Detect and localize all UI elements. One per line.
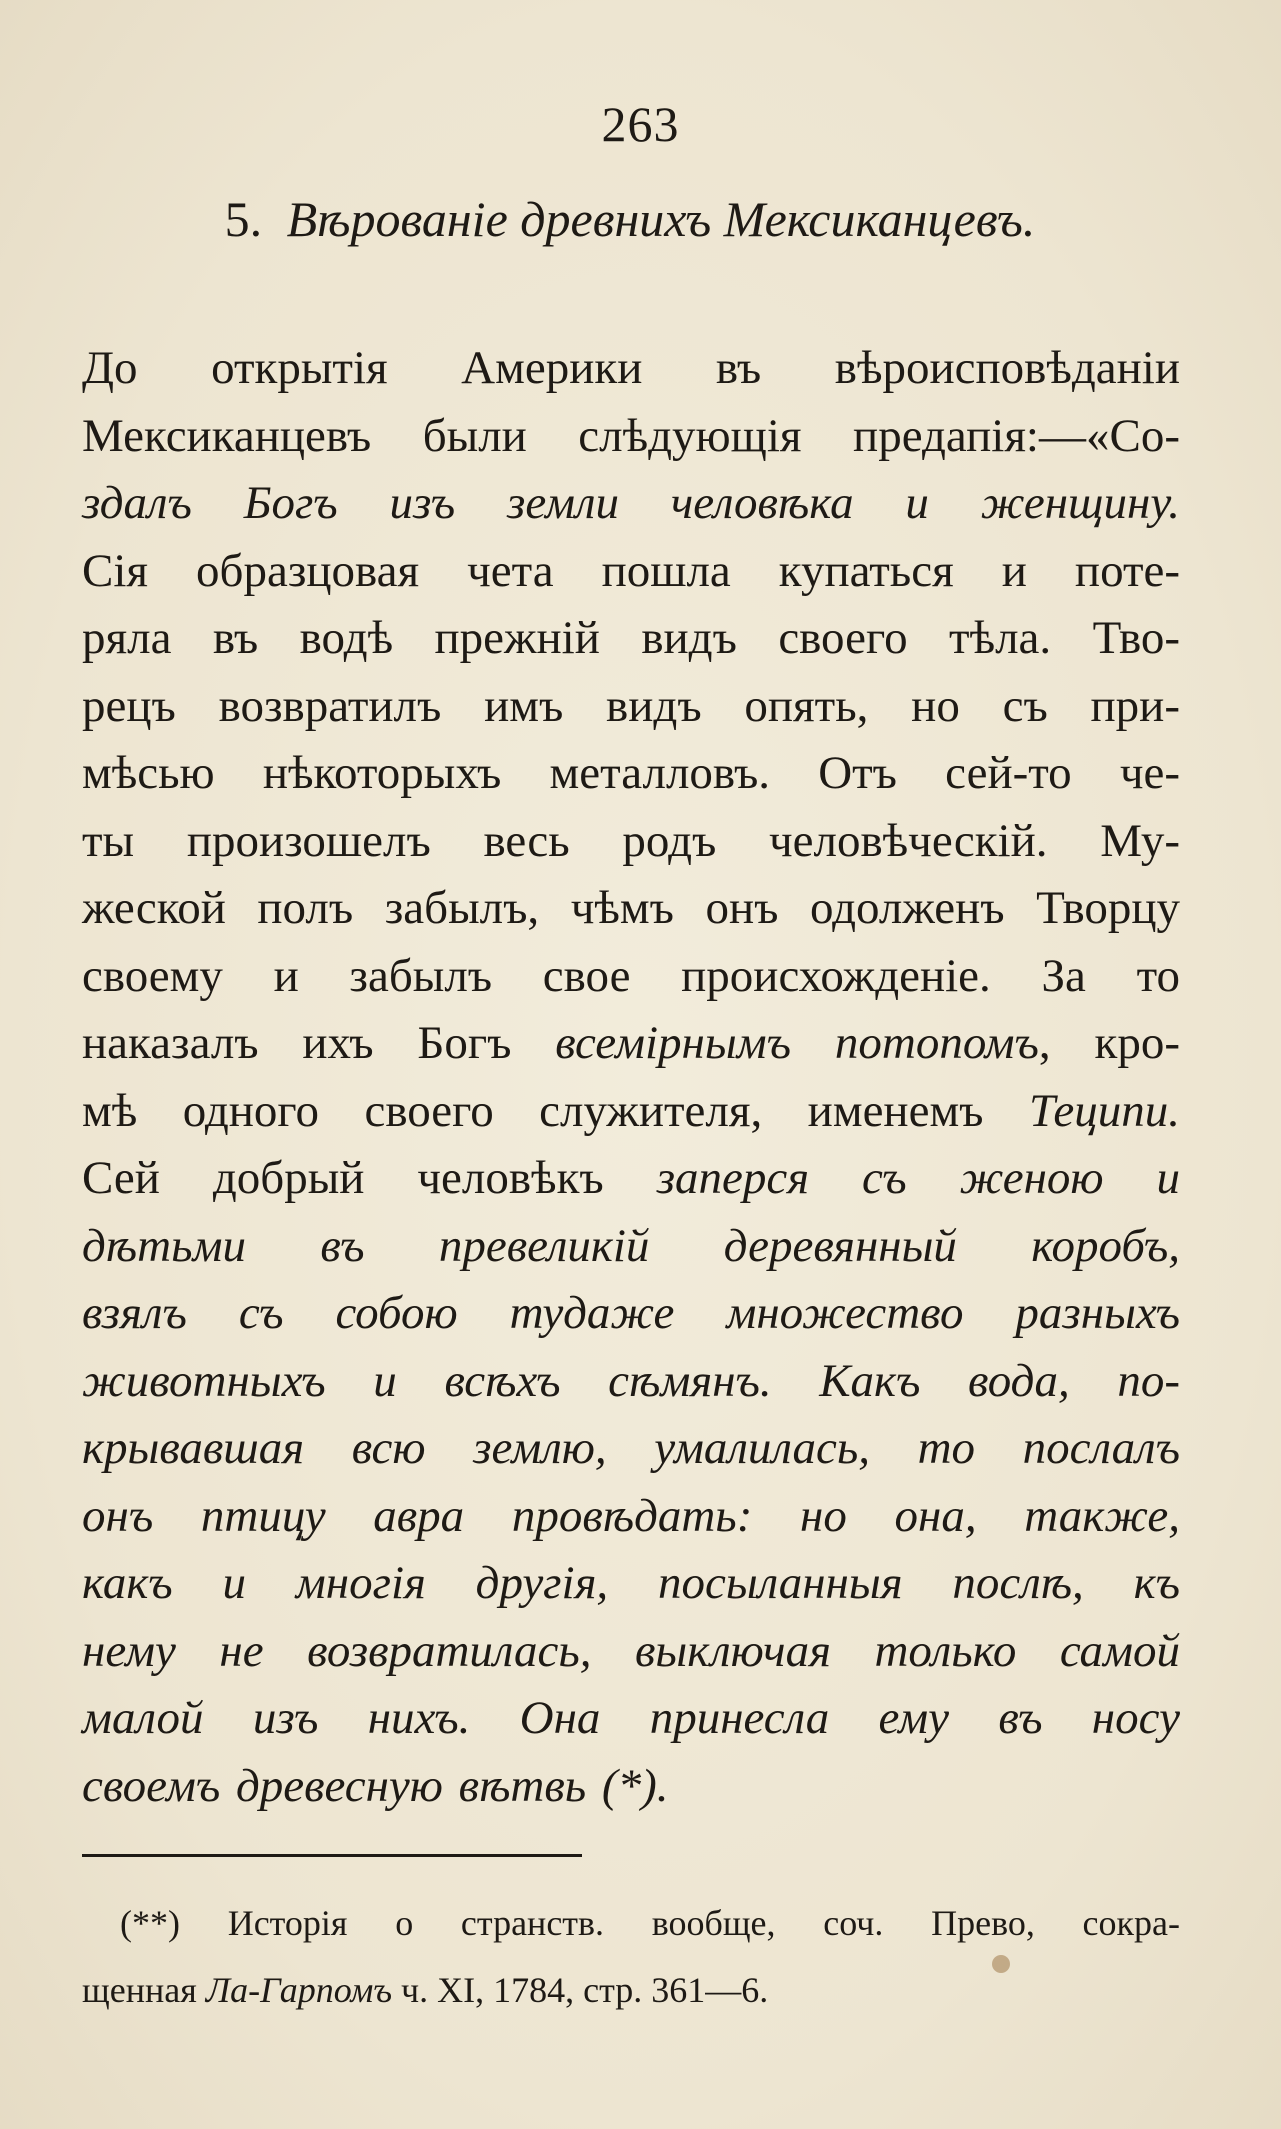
text-line xyxy=(82,470,1180,538)
footnote-author: Ла-Гарпомъ xyxy=(205,1970,393,2010)
text-line: ряла въ водѣ прежній видъ своего тѣла. Тво- xyxy=(82,612,1180,664)
italic-phrase: животныхъ и всѣхъ сѣмянъ. Какъ вода, по- xyxy=(82,1354,1180,1407)
footnote-segment: щенная xyxy=(82,1970,197,2010)
text-line: жеской полъ забылъ, чѣмъ онъ одолженъ Творцу xyxy=(82,882,1180,934)
text-line: мѣсью нѣкоторыхъ металловъ. Отъ сей-то че- xyxy=(82,747,1180,799)
italic-phrase: крывавшая всю землю, умалилась, то послалъ xyxy=(82,1422,1180,1474)
text-segment: Сей добрый человѣкъ xyxy=(82,1152,604,1204)
text-line xyxy=(82,1618,1180,1686)
italic-phrase: малой изъ нихъ. Она принесла ему въ носу xyxy=(82,1692,1180,1744)
section-title: Вѣрованіе древнихъ Мексиканцевъ. xyxy=(286,191,1036,247)
page-number: 263 xyxy=(601,96,680,152)
italic-phrase: своемъ древесную вѣтвь (*). xyxy=(82,1759,669,1812)
text-line: рецъ возвратилъ имъ видъ опять, но съ при- xyxy=(82,679,1180,732)
italic-phrase: нему не возвратилась, выключая только самой xyxy=(82,1624,1180,1677)
section-heading xyxy=(80,190,1180,248)
italic-phrase: заперся съ женою и xyxy=(656,1152,1181,1204)
text-line: До открытія Америки въ вѣроисповѣданіи xyxy=(82,342,1180,394)
section-number: 5. xyxy=(224,191,263,247)
text-line xyxy=(82,1753,1180,1821)
text-line xyxy=(82,1280,1180,1348)
italic-phrase: взялъ съ собою тудаже множество разныхъ xyxy=(82,1287,1180,1339)
text-line xyxy=(82,1010,1180,1078)
text-line: ты произошелъ весь родъ человѣческій. Му- xyxy=(82,814,1180,867)
footnote xyxy=(82,1890,1180,2024)
body-text xyxy=(82,335,1180,1820)
italic-name: Теципи. xyxy=(1028,1084,1181,1137)
text-line xyxy=(82,1145,1180,1213)
text-line: своему и забылъ свое происхожденіе. За то xyxy=(82,949,1180,1002)
text-line xyxy=(82,1483,1180,1551)
italic-quote: здалъ Богъ изъ земли человѣка и женщину. xyxy=(82,477,1180,529)
text-line: Мексиканцевъ были слѣдующія предапія:—«Со- xyxy=(82,409,1180,462)
text-line xyxy=(82,1078,1180,1146)
footnote-divider xyxy=(82,1854,582,1857)
text-segment: мѣ одного своего служителя, именемъ xyxy=(82,1084,984,1137)
italic-phrase: всемірнымъ потопомъ xyxy=(555,1017,1039,1069)
italic-phrase: дѣтьми въ превеликій деревянный коробъ, xyxy=(82,1219,1180,1272)
italic-phrase: какъ и многія другія, посыланныя послѣ, къ xyxy=(82,1557,1180,1609)
text-segment: , кро- xyxy=(1038,1017,1180,1069)
text-line xyxy=(82,1213,1180,1281)
footnote-line xyxy=(82,1957,1180,2024)
text-line xyxy=(82,1685,1180,1753)
text-line xyxy=(82,1348,1180,1416)
italic-phrase: онъ птицу авра провѣдать: но она, также, xyxy=(82,1489,1180,1542)
text-line xyxy=(82,1550,1180,1618)
text-segment: наказалъ ихъ Богъ xyxy=(82,1017,512,1069)
text-line xyxy=(82,1415,1180,1483)
footnote-segment: ч. XI, 1784, стр. 361—6. xyxy=(401,1970,769,2010)
ink-stain xyxy=(992,1955,1010,1973)
footnote-line: (**) Исторія о странств. вообще, соч. Прево, сокра- xyxy=(120,1903,1180,1943)
text-line: Сія образцовая чета пошла купаться и поте- xyxy=(82,544,1180,597)
